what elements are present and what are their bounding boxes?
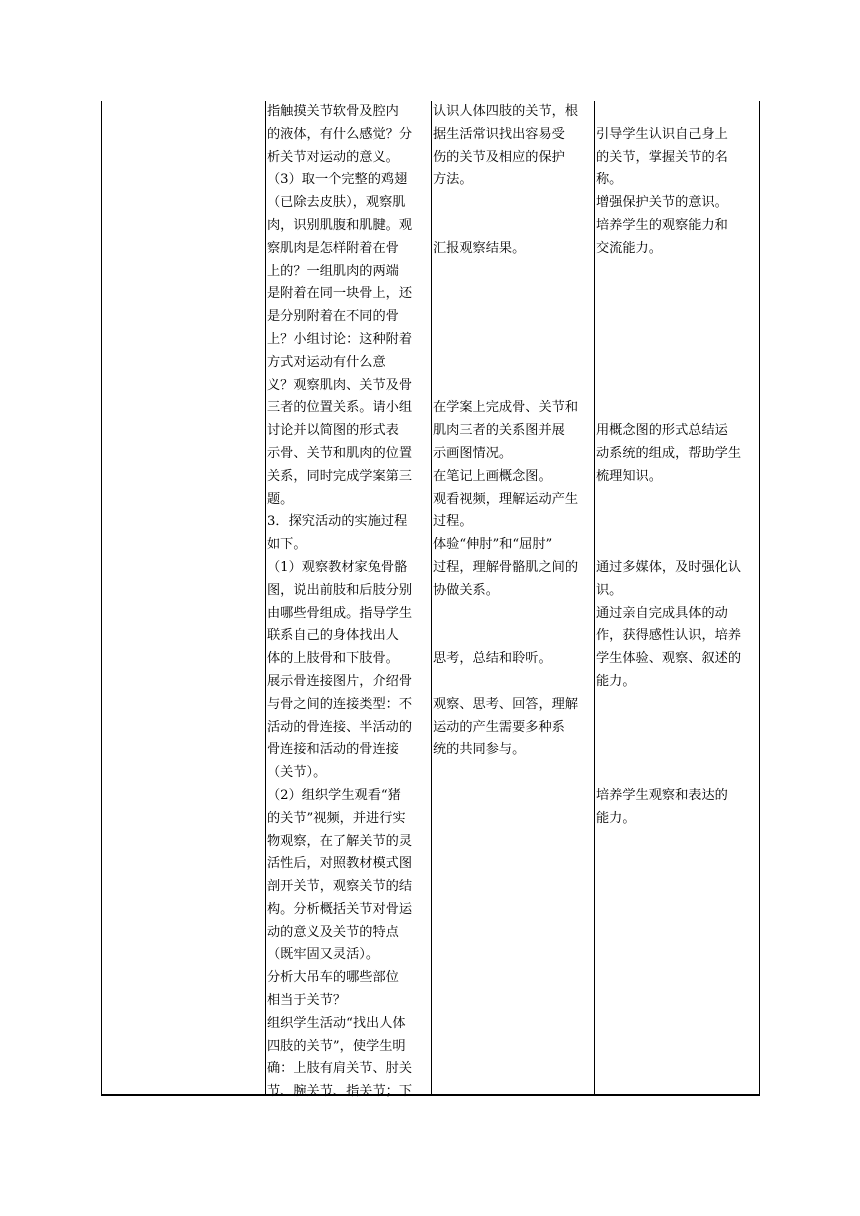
text-line: 思考，总结和聆听。 (433, 651, 552, 667)
text-line: 在笔记上画概念图。 (433, 468, 552, 484)
text-line (596, 101, 760, 124)
text-line: 用概念图的形式总结运 (596, 423, 728, 439)
text-line (433, 215, 595, 238)
text-line: 由哪些骨组成。指导学生 (267, 605, 413, 621)
text-line (596, 717, 760, 740)
text-line (433, 329, 595, 352)
text-line: 与骨之间的连接类型：不 (267, 696, 413, 712)
text-line: 组织学生活动“找出人体 (267, 1015, 406, 1031)
text-line: 动系统的组成，帮助学生 (596, 445, 742, 461)
text-line (596, 397, 760, 420)
text-line (596, 511, 760, 534)
text-line: 上？小组讨论：这种附着 (267, 331, 413, 347)
student-activity-cell (433, 101, 595, 762)
text-line: 示画图情况。 (433, 445, 513, 461)
text-line: 关系，同时完成学案第三 (267, 468, 413, 484)
lesson-plan-table (101, 101, 760, 1100)
text-line: 运动的产生需要多种系 (433, 719, 565, 735)
text-line: 汇报观察结果。 (433, 240, 526, 256)
text-line: 相当于关节？ (267, 993, 347, 1009)
text-line: 协做关系。 (433, 582, 499, 598)
text-line (433, 375, 595, 398)
text-line: 示骨、关节和肌肉的位置 (267, 445, 413, 461)
text-line (596, 329, 760, 352)
text-line: 体的上肢骨和下肢骨。 (267, 651, 399, 667)
text-line: （既牢固又灵活）。 (267, 947, 380, 963)
text-line: 能力。 (596, 810, 636, 826)
text-line: 展示骨连接图片，介绍骨 (267, 673, 413, 689)
text-line (433, 671, 595, 694)
text-line: 四肢的关节”，使学生明 (267, 1038, 406, 1054)
text-line: 据生活常识找出容易受 (433, 126, 565, 142)
text-line (596, 283, 760, 306)
column-divider (265, 101, 266, 1094)
text-line (433, 261, 595, 284)
text-line: 观察、思考、回答，理解 (433, 696, 579, 712)
text-line: （1）观察教材家兔骨骼 (267, 559, 408, 575)
text-line (433, 352, 595, 375)
text-line: 构。分析概括关节对骨运 (267, 901, 413, 917)
text-line (433, 603, 595, 626)
text-line: 肌肉三者的关系图并展 (433, 423, 565, 439)
text-line: 上的？一组肌肉的两端 (267, 263, 399, 279)
text-line: 过程。 (433, 514, 473, 530)
text-line: 的液体，有什么感觉？分 (267, 126, 413, 142)
text-line: 分析大吊车的哪些部位 (267, 970, 399, 986)
text-line: 引导学生认识自己身上 (596, 126, 728, 142)
text-line: 物观察，在了解关节的灵 (267, 833, 413, 849)
text-line: 交流能力。 (596, 240, 662, 256)
text-line (596, 489, 760, 512)
text-line: 学生体验、观察、叙述的 (596, 651, 742, 667)
text-line: 指触摸关节软骨及腔内 (267, 104, 399, 119)
text-line: 联系自己的身体找出人 (267, 628, 399, 644)
text-line: 增强保护关节的意识。 (596, 195, 728, 211)
text-line: 图，说出前肢和后肢分别 (267, 582, 413, 598)
text-line: 观看视频，理解运动产生 (433, 491, 579, 507)
text-line: 题。 (267, 491, 294, 507)
text-line: 作，获得感性认识，培养 (596, 628, 742, 644)
text-line: 的关节”视频，并进行实 (267, 810, 406, 826)
text-line: 讨论并以简图的形式表 (267, 423, 399, 439)
text-line: 是附着在同一块骨上，还 (267, 286, 413, 302)
text-line: 析关节对运动的意义。 (267, 149, 399, 165)
text-line: 察肌肉是怎样附着在骨 (267, 240, 399, 256)
text-line: 通过多媒体，及时强化认 (596, 559, 742, 575)
text-line: 伤的关节及相应的保护 (433, 149, 565, 165)
text-line: （关节）。 (267, 765, 327, 781)
text-line: 义？观察肌肉、关节及骨 (267, 377, 413, 393)
text-line: 剖开关节，观察关节的结 (267, 879, 413, 895)
text-line: 方法。 (433, 172, 473, 188)
text-line: （3）取一个完整的鸡翅 (267, 172, 408, 188)
text-line: 的关节，掌握关节的名 (596, 149, 728, 165)
text-line (596, 261, 760, 284)
text-line (596, 352, 760, 375)
text-line: 能力。 (596, 673, 636, 689)
text-line: 过程，理解骨骼肌之间的 (433, 559, 579, 575)
text-line (433, 625, 595, 648)
text-line: 体验“伸肘”和“屈肘” (433, 537, 553, 553)
text-line: （2）组织学生观看“猪 (267, 787, 401, 803)
text-line: （已除去皮肤），观察肌 (267, 195, 406, 211)
text-line: 称。 (596, 172, 623, 188)
text-line (433, 283, 595, 306)
text-line: 节、腕关节、指关节；下 (267, 1084, 413, 1100)
teacher-activity-cell (267, 101, 433, 1104)
text-line: 是分别附着在不同的骨 (267, 309, 399, 325)
text-line: 3．探究活动的实施过程 (267, 514, 408, 530)
text-line: 骨连接和活动的骨连接 (267, 742, 399, 758)
text-line (596, 306, 760, 329)
text-line: 活动的骨连接、半活动的 (267, 719, 413, 735)
text-line: 在学案上完成骨、关节和 (433, 400, 579, 416)
text-line (433, 306, 595, 329)
text-line: 如下。 (267, 537, 307, 553)
text-line: 认识人体四肢的关节，根 (433, 104, 579, 119)
text-line: 方式对运动有什么意 (267, 354, 386, 370)
text-line (433, 192, 595, 215)
text-line: 统的共同参与。 (433, 742, 526, 758)
text-line (596, 694, 760, 717)
text-line: 肉，识别肌腹和肌腱。观 (267, 217, 413, 233)
text-line: 动的意义及关节的特点 (267, 924, 399, 940)
text-line (596, 375, 760, 398)
text-line: 活性后，对照教材模式图 (267, 856, 413, 872)
text-line: 确：上肢有肩关节、肘关 (267, 1061, 413, 1077)
design-intent-cell (596, 101, 760, 831)
text-line (596, 762, 760, 785)
text-line (596, 534, 760, 557)
text-line: 识。 (596, 582, 623, 598)
text-line: 通过亲自完成具体的动 (596, 605, 728, 621)
text-line: 培养学生观察和表达的 (596, 787, 728, 803)
text-line: 梳理知识。 (596, 468, 662, 484)
text-line: 三者的位置关系。请小组 (267, 400, 413, 416)
text-line: 培养学生的观察能力和 (596, 217, 728, 233)
text-line (596, 739, 760, 762)
